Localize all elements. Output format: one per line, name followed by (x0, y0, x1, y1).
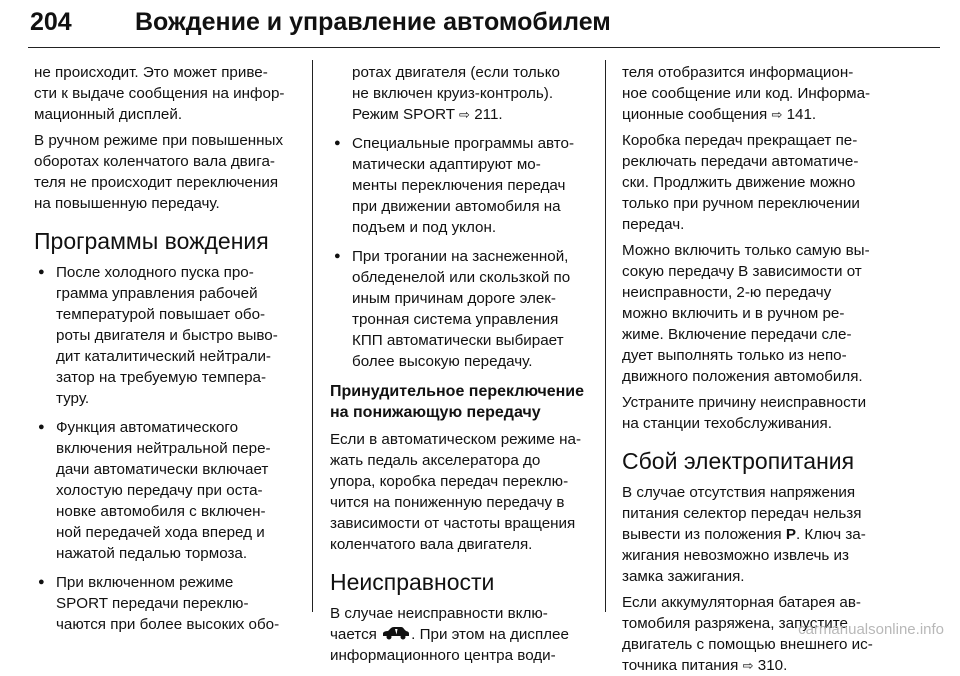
bullet-list (34, 262, 310, 635)
text-line: не включен круиз-контроль). (352, 85, 554, 102)
list-item (34, 262, 310, 409)
text-line (622, 104, 898, 125)
text-line: реключать передачи автоматиче- (622, 153, 859, 170)
kickdown-paragraph (330, 429, 606, 555)
text-line: В случае отсутствия напряжения (622, 484, 856, 501)
text-line: сокую передачу В зависимости от (622, 263, 862, 280)
subheading-kickdown (330, 381, 606, 423)
text-line: при движении автомобиля на (352, 198, 561, 215)
text-line (622, 655, 898, 676)
text-line: сти к выдаче сообщения на инфор- (34, 85, 285, 102)
text-fragment: вывести из положения (622, 526, 782, 543)
text-line: оборотах коленчатого вала двига- (34, 153, 275, 170)
text-line: дит каталитический нейтрали- (56, 348, 271, 365)
page-header (28, 6, 940, 46)
text-fragment: Режим SPORT (352, 106, 455, 123)
text-line: холостую передачу при оста- (56, 482, 263, 499)
bullet-continuation (330, 62, 606, 125)
text-line: чится на пониженную передачу в (330, 494, 565, 511)
section-heading-power-failure: Сбой электропитания (622, 448, 855, 474)
page-reference[interactable]: 141. (786, 106, 817, 123)
bullet-list (330, 133, 606, 372)
text-line: роты двигателя и быстро выво- (56, 327, 278, 344)
text-line: включения нейтральной пере- (56, 440, 271, 457)
text-line: зависимости от частоты вращения (330, 515, 576, 532)
text-line: замка зажигания. (622, 568, 745, 585)
text-line: новке автомобиля с включен- (56, 503, 266, 520)
text-line: SPORT передачи переклю- (56, 595, 249, 612)
text-line (622, 524, 898, 545)
fault-continuation (622, 62, 898, 125)
text-line: ● Специальные программы авто- (352, 135, 575, 152)
text-fragment: точника питания (622, 657, 739, 674)
text-line: передач. (622, 216, 685, 233)
text-line: ● Функция автоматического (56, 419, 239, 436)
column-3 (622, 62, 898, 676)
text-fragment: . При этом на дисплее (411, 626, 569, 643)
text-line: теля отобразится информацион- (622, 64, 854, 81)
list-item (330, 133, 606, 238)
text-line: чаются при более высоких обо- (56, 616, 280, 633)
page-title: Вождение и управление автомобилем (135, 8, 611, 36)
manual-mode-paragraph (34, 130, 310, 214)
section-heading-faults: Неисправности (330, 569, 495, 595)
text-line: более высокую передачу. (352, 353, 533, 370)
car-warning-icon (381, 626, 411, 640)
limp-mode-paragraph (622, 240, 898, 387)
text-line: коленчатого вала двигателя. (330, 536, 533, 553)
text-line: подъем и под уклон. (352, 219, 497, 236)
text-line: на повышенную передачу. (34, 195, 220, 212)
text-line: ● При трогании на заснеженной, (352, 248, 569, 265)
text-line: двигатель с помощью внешнего ис- (622, 636, 873, 653)
text-line: мационный дисплей. (34, 106, 183, 123)
text-line: Можно включить только самую вы- (622, 242, 870, 259)
section-heading-driving-programs: Программы вождения (34, 228, 269, 254)
text-line: В случае неисправности вклю- (330, 605, 548, 622)
column-divider-left (312, 60, 313, 612)
page-reference-icon: ⇨ (771, 107, 783, 122)
text-line: температурой повышает обо- (56, 306, 266, 323)
text-line: ротах двигателя (если только (352, 64, 560, 81)
text-line: теля не происходит переключения (34, 174, 279, 191)
text-line: Принудительное переключение (330, 383, 585, 400)
page-reference-icon: ⇨ (459, 107, 470, 122)
page-reference[interactable]: 310. (757, 657, 788, 674)
text-line: матически адаптируют мо- (352, 156, 541, 173)
text-fragment: . Ключ за- (795, 526, 866, 543)
text-line: Устраните причину неисправности (622, 394, 867, 411)
text-line: только при ручном переключении (622, 195, 860, 212)
page-number: 204 (30, 8, 72, 36)
text-line: В ручном режиме при повышенных (34, 132, 284, 149)
text-line: КПП автоматически выбирает (352, 332, 564, 349)
text-line: Коробка передач прекращает пе- (622, 132, 858, 149)
text-line: питания селектор передач нельзя (622, 505, 862, 522)
page-reference[interactable]: 211. (474, 106, 503, 123)
page-reference-icon: ⇨ (742, 658, 754, 673)
text-line: упора, коробка передач переклю- (330, 473, 569, 490)
text-line: обледенелой или скользкой по (352, 269, 571, 286)
text-line: информационного центра води- (330, 647, 556, 664)
text-line: Если аккумуляторная батарея ав- (622, 594, 861, 611)
gearbox-paragraph (622, 130, 898, 235)
text-line: жиме. Включение передачи сле- (622, 326, 852, 343)
text-line: грамма управления рабочей (56, 285, 258, 302)
text-line: нажатой педалью тормоза. (56, 545, 248, 562)
text-line: можно включить и в ручном ре- (622, 305, 845, 322)
column-1 (34, 62, 310, 643)
text-line: тронная система управления (352, 311, 559, 328)
text-line: затор на требуемую темпера- (56, 369, 267, 386)
watermark: carmanualsonline.info (798, 621, 944, 638)
text-line: ное сообщение или код. Информа- (622, 85, 871, 102)
gear-position-label: P (785, 526, 796, 543)
text-line: ски. Продлжить движение можно (622, 174, 856, 191)
intro-paragraph (34, 62, 310, 125)
text-line: дует выполнять только из непо- (622, 347, 847, 364)
text-line: на станции техобслуживания. (622, 415, 832, 432)
text-line (352, 104, 606, 125)
text-fragment: ционные сообщения (622, 106, 768, 123)
text-line: ной передачей хода вперед и (56, 524, 265, 541)
text-line: не происходит. Это может приве- (34, 64, 268, 81)
header-divider (28, 47, 940, 48)
text-line: ● При включенном режиме (56, 574, 234, 591)
text-line: движного положения автомобиля. (622, 368, 863, 385)
list-item (34, 572, 310, 635)
text-line: неисправности, 2-ю передачу (622, 284, 832, 301)
faults-paragraph (330, 603, 606, 666)
service-paragraph (622, 392, 898, 434)
text-line: дачи автоматически включает (56, 461, 269, 478)
text-line: жигания невозможно извлечь из (622, 547, 849, 564)
text-line: томобиля разряжена, запустите (622, 615, 848, 632)
column-2 (330, 62, 606, 666)
text-line: Если в автоматическом режиме на- (330, 431, 582, 448)
text-line: жать педаль акселератора до (330, 452, 541, 469)
text-line: менты переключения передач (352, 177, 566, 194)
list-item (34, 417, 310, 564)
text-line: иным причинам дороге элек- (352, 290, 556, 307)
text-line: на понижающую передачу (330, 404, 541, 421)
text-line: туру. (56, 390, 90, 407)
list-item (330, 246, 606, 372)
text-line: ● После холодного пуска про- (56, 264, 254, 281)
power-failure-paragraph (622, 482, 898, 587)
text-fragment: чается (330, 626, 377, 643)
